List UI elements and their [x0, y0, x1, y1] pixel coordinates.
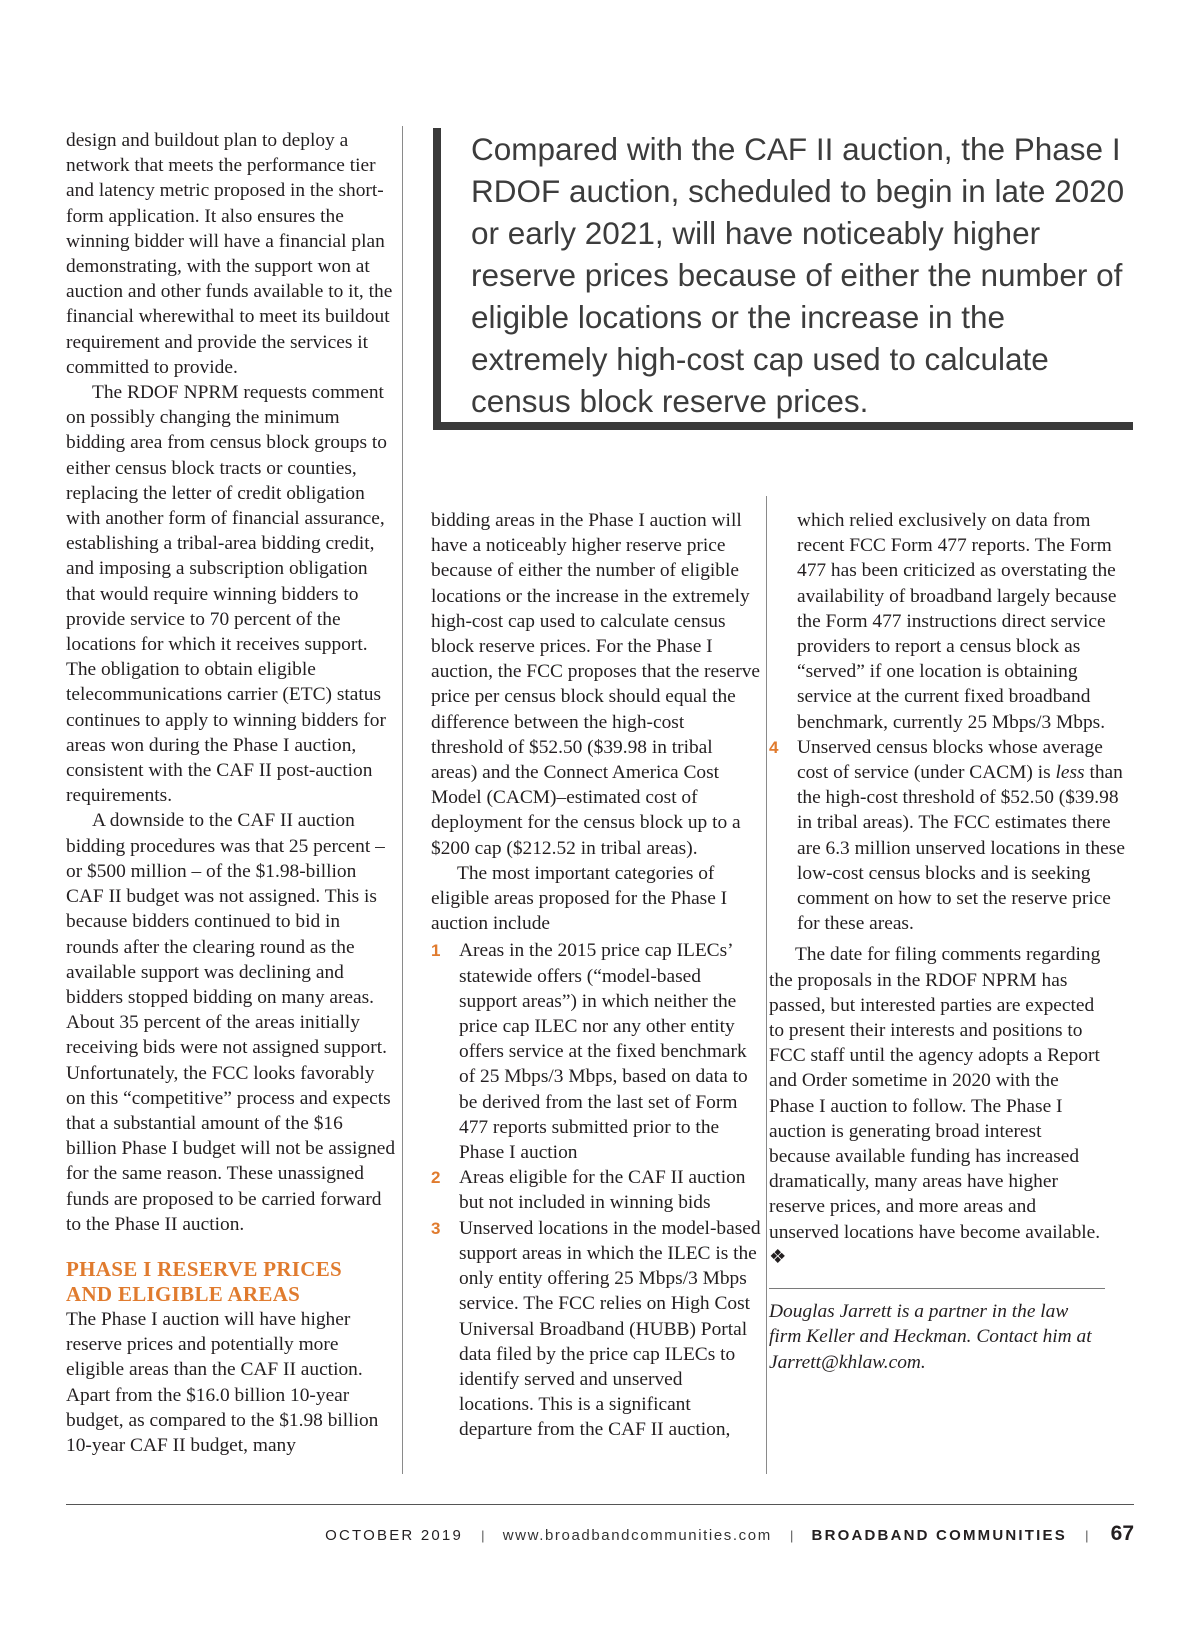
- footer-separator: |: [789, 1528, 794, 1543]
- section-heading: PHASE I RESERVE PRICES AND ELIGIBLE AREAS: [66, 1256, 343, 1306]
- footer-rule: [66, 1504, 1134, 1505]
- eligible-areas-list: [431, 938, 761, 1442]
- footer-separator: |: [1085, 1528, 1089, 1543]
- article-column-2: [431, 508, 761, 1443]
- pull-quote-text: Compared with the CAF II auction, the Phase I RDOF auction, scheduled to begin in late 2020 or early 2021, will have noticeably higher reserve prices because of either the number of eligible locations or the increase in the extremely high-cost cap used to calculate census block reserve prices.: [471, 131, 1125, 419]
- body-paragraph: The RDOF NPRM requests comment on possibly changing the minimum bidding area from census block groups to either census block tracts or counties, replacing the letter of credit obligation with another form of financial assurance, establishing a tribal-area bidding credit, and imposing a subscription obligation that would require winning bidders to provide service to 70 percent of the locations for which it receives support. The obligation to obtain eligible telecommunications carrier (ETC) status continues to apply to winning bidders for areas won during the Phase I auction, consistent with the CAF II post-auction requirements.: [66, 382, 387, 807]
- list-number: 2: [431, 1168, 441, 1188]
- column-divider: [402, 126, 403, 1474]
- author-bio: Douglas Jarrett is a partner in the law firm Keller and Heckman. Contact him at Jarrett@khlaw.com.: [769, 1301, 1092, 1373]
- body-paragraph: design and buildout plan to deploy a network that meets the performance tier and latency metric proposed in the short-form application. It also ensures the winning bidder will have a financial plan demonstrating, with the support won at auction and other funds available to it, the financial wherewithal to meet its buildout requirement and provide the services it committed to provide.: [66, 130, 393, 378]
- list-item-continuation: which relied exclusively on data from recent FCC Form 477 reports. The Form 477 has been criticized as overstating the availability of broadband largely because the Form 477 instructions direct service providers to report a census block as “served” if one location is obtaining service at the current fixed broadband benchmark, currently 25 Mbps/3 Mbps.: [797, 510, 1117, 733]
- list-item: [431, 1165, 761, 1215]
- list-item-text: Unserved census blocks whose average cost of service (under CACM) is: [797, 736, 1103, 784]
- list-number: 1: [431, 941, 441, 961]
- article-column-1: [66, 128, 396, 1458]
- body-paragraph: bidding areas in the Phase I auction will have a noticeably higher reserve price because of either the number of eligible locations or the increase in the extremely high-cost cap used to calculate census block reserve prices. For the Phase I auction, the FCC proposes that the reserve price per census block should equal the difference between the high-cost threshold of $52.50 ($39.98 in tribal areas) and the Connect America Cost Model (CACM)–estimated cost of deployment for the census block up to a $200 cap ($212.52 in tribal areas).: [431, 510, 761, 859]
- list-number: 4: [769, 737, 779, 757]
- issue-date: OCTOBER 2019: [325, 1527, 463, 1544]
- body-paragraph: The Phase I auction will have higher reserve prices and potentially more eligible areas than the CAF II auction. Apart from the $16.0 billion 10-year budget, as compared to the $1.98 billion 10-year CAF II budget, many: [66, 1308, 379, 1456]
- article-column-3: [769, 508, 1133, 1375]
- emphasis-text: less: [1055, 762, 1085, 784]
- list-item-text: Areas in the 2015 price cap ILECs’ statewide offers (“model-based support areas”) in which neither the price cap ILEC nor any other entity offers service at the fixed benchmark of 25 Mbps/3 Mbps, based on data to be derived from the last set of Form 477 reports submitted prior to the Phase I auction: [459, 940, 748, 1164]
- list-item: [431, 1216, 761, 1443]
- page-footer: [66, 1522, 1134, 1546]
- magazine-name: BROADBAND COMMUNITIES: [811, 1527, 1067, 1544]
- body-paragraph: The most important categories of eligible areas proposed for the Phase I auction include: [431, 862, 728, 935]
- pull-quote: [433, 128, 1133, 430]
- page-number: 67: [1110, 1522, 1134, 1545]
- list-item: [431, 938, 761, 1165]
- list-number: 3: [431, 1218, 441, 1238]
- list-item-text: than the high-cost threshold of $52.50 ($39.98 in tribal areas). The FCC estimates there are 6.3 million unserved locations in these low-cost census blocks and is seeking comment on how to set the reserve price for these areas.: [797, 762, 1125, 935]
- list-item-text: Unserved locations in the model-based support areas in which the ILEC is the only entity offering 25 Mbps/3 Mbps service. The FCC relies on High Cost Universal Broadband (HUBB) Portal data filed by the price cap ILECs to identify served and unserved locations. This is a significant departure from the CAF II auction,: [459, 1217, 761, 1441]
- body-paragraph: A downside to the CAF II auction bidding procedures was that 25 percent – or $500 million – of the $1.98-billion CAF II budget was not assigned. This is because bidders continued to bid in rounds after the clearing round as the available support was declining and bidders stopped bidding on many areas. About 35 percent of the areas initially receiving bids were not assigned support. Unfortunately, the FCC looks favorably on this “competitive” process and expects that a substantial amount of the $16 billion Phase I budget will not be assigned for the same reason. These unassigned funds are proposed to be carried forward to the Phase II auction.: [66, 810, 396, 1235]
- website-link[interactable]: www.broadbandcommunities.com: [502, 1527, 772, 1544]
- footer-separator: |: [481, 1528, 485, 1543]
- bio-divider: [769, 1288, 1105, 1289]
- body-paragraph: The date for filing comments regarding the proposals in the RDOF NPRM has passed, but interested parties are expected to present their interests and positions to FCC staff until the agency adopts a Report and Order sometime in 2020 with the Phase I auction to follow. The Phase I auction is generating broad interest because available funding has increased dramatically, many areas have higher reserve prices, and more areas and unserved locations have become available. ❖: [769, 944, 1101, 1268]
- column-divider: [766, 496, 767, 1474]
- list-item: [769, 735, 1133, 937]
- list-item-text: Areas eligible for the CAF II auction but not included in winning bids: [459, 1167, 746, 1214]
